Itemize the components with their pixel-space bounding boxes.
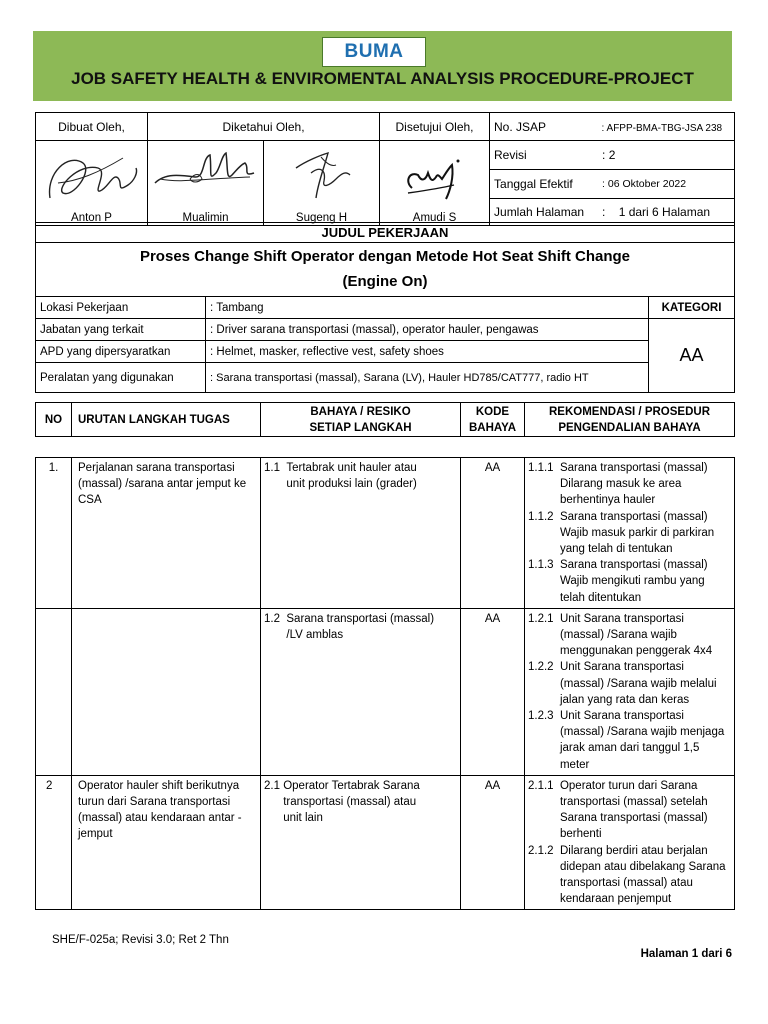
col-rekomendasi: REKOMENDASI / PROSEDUR PENGENDALIAN BAHAYA: [525, 403, 735, 437]
hazard-code: AA: [461, 458, 525, 609]
recommendation-item: 1.2.2 Unit Sarana transportasi (massal) /Sarana wajib melalui jalan yang rata dan keras: [528, 661, 717, 706]
info-value: : Sarana transportasi (massal), Sarana (LV), Hauler HD785/CAT777, radio HT: [206, 363, 649, 393]
job-info-table: [35, 296, 735, 393]
meta-label: Revisi: [494, 148, 527, 162]
company-logo: BUMA: [322, 37, 426, 67]
hazard-number: 1.1: [264, 462, 280, 474]
recommendation-item: 2.1.1 Operator turun dari Sarana transportasi (massal) setelah Sarana transportasi (massal) berhenti: [528, 779, 708, 841]
disetujui-oleh-label: Disetujui Oleh,: [380, 113, 490, 141]
diketahui-oleh-label: Diketahui Oleh,: [148, 113, 380, 141]
step-urutan-empty: [72, 608, 261, 775]
signature-icon: [382, 143, 490, 213]
step-no: 1.: [36, 458, 72, 609]
recommendation-item: 1.1.3 Sarana transportasi (massal) Wajib mengikuti rambu yang telah ditentukan: [528, 559, 708, 604]
info-value: : Tambang: [206, 297, 649, 319]
job-title: Proses Change Shift Operator dengan Metode Hot Seat Shift Change (Engine On): [36, 243, 735, 297]
document-title: JOB SAFETY HEALTH & ENVIROMENTAL ANALYSIS PROCEDURE-PROJECT: [71, 69, 694, 88]
step-urutan: Operator hauler shift berikutnya turun dari Sarana transportasi (massal) atau kendaraan antar - jemput: [72, 775, 261, 910]
signature-icon: [38, 143, 148, 208]
job-title-table: [35, 222, 735, 297]
info-label: Lokasi Pekerjaan: [36, 297, 206, 319]
signature-amudi: [380, 141, 490, 226]
hazard-text: Sarana transportasi (massal) /LV amblas: [286, 612, 435, 642]
col-kode: KODE BAHAYA: [461, 403, 525, 437]
hazard: [261, 775, 461, 910]
meta-value: : 2: [602, 148, 616, 162]
step-urutan: Perjalanan sarana transportasi (massal) /sarana antar jemput ke CSA: [72, 458, 261, 609]
hazard-text: Tertabrak unit hauler atau unit produksi lain (grader): [286, 462, 417, 491]
recommendation-item: 2.1.2 Dilarang berdiri atau berjalan didepan atau dibelakang Sarana transportasi (massal) atau kendaraan penjemput: [528, 844, 726, 906]
dibuat-oleh-label: Dibuat Oleh,: [36, 113, 148, 141]
meta-value: : AFPP-BMA-TBG-JSA 238: [600, 113, 735, 141]
meta-value: : 06 Oktober 2022: [602, 178, 687, 190]
hazard-code: AA: [461, 775, 525, 910]
signer-name: Mualimin: [182, 212, 229, 224]
info-value: : Driver sarana transportasi (massal), operator hauler, pengawas: [206, 319, 649, 341]
column-header-table: [35, 402, 735, 437]
hazard-number: 2.1: [264, 779, 280, 792]
meta-label: No. JSAP: [490, 113, 600, 141]
col-bahaya: BAHAYA / RESIKO SETIAP LANGKAH: [261, 403, 461, 437]
page-number: Halaman 1 dari 6: [640, 948, 732, 960]
hazard: [261, 608, 461, 775]
info-value: : Helmet, masker, reflective vest, safety shoes: [206, 341, 649, 363]
job-title-label: JUDUL PEKERJAAN: [36, 223, 735, 243]
meta-value: : 1 dari 6 Halaman: [602, 205, 711, 219]
recommendation-item: 1.1.2 Sarana transportasi (massal) Wajib masuk parkir di parkiran yang telah di tentukan: [528, 510, 715, 556]
info-label: Jabatan yang terkait: [36, 319, 206, 341]
info-label: APD yang dipersyaratkan: [36, 341, 206, 363]
step-no-empty: [36, 608, 72, 775]
step-no: 2: [36, 775, 72, 910]
recommendations: [525, 775, 735, 910]
table-row: [36, 608, 735, 775]
col-no: NO: [36, 403, 72, 437]
signature-icon: [150, 143, 262, 208]
signer-name: Amudi S: [412, 212, 457, 224]
hazard-text: Operator Tertabrak Sarana transportasi (massal) atau unit lain: [283, 779, 420, 825]
table-row: [36, 775, 735, 910]
meta-block: [490, 141, 735, 226]
kategori-label: KATEGORI: [649, 297, 735, 319]
recommendations: [525, 458, 735, 609]
info-label: Peralatan yang digunakan: [36, 363, 206, 393]
signature-sugeng: [264, 141, 380, 226]
signer-name: Anton P: [71, 212, 112, 224]
signer-name: Sugeng H: [295, 212, 348, 224]
recommendation-item: 1.2.1 Unit Sarana transportasi (massal) /Sarana wajib menggunakan penggerak 4x4: [528, 612, 713, 658]
signature-icon: [266, 143, 378, 208]
kategori-value: AA: [649, 319, 735, 393]
signature-mualimin: [148, 141, 264, 226]
hazard: [261, 458, 461, 609]
hazard-code: AA: [461, 608, 525, 775]
meta-label: Jumlah Halaman: [494, 205, 585, 219]
steps-table: [35, 457, 735, 910]
recommendations: [525, 608, 735, 775]
table-row: [36, 458, 735, 609]
form-reference: SHE/F-025a; Revisi 3.0; Ret 2 Thn: [52, 934, 229, 946]
approval-table: [35, 112, 735, 226]
signature-anton: [36, 141, 148, 226]
recommendation-item: 1.1.1 Sarana transportasi (massal) Dilarang masuk ke area berhentinya hauler: [528, 462, 708, 507]
recommendation-item: 1.2.3 Unit Sarana transportasi (massal) /Sarana wajib menjaga jarak aman dari tanggul 1,5 meter: [528, 710, 725, 771]
col-urutan: URUTAN LANGKAH TUGAS: [72, 403, 261, 437]
hazard-number: 1.2: [264, 612, 280, 625]
meta-label: Tanggal Efektif: [494, 177, 573, 191]
